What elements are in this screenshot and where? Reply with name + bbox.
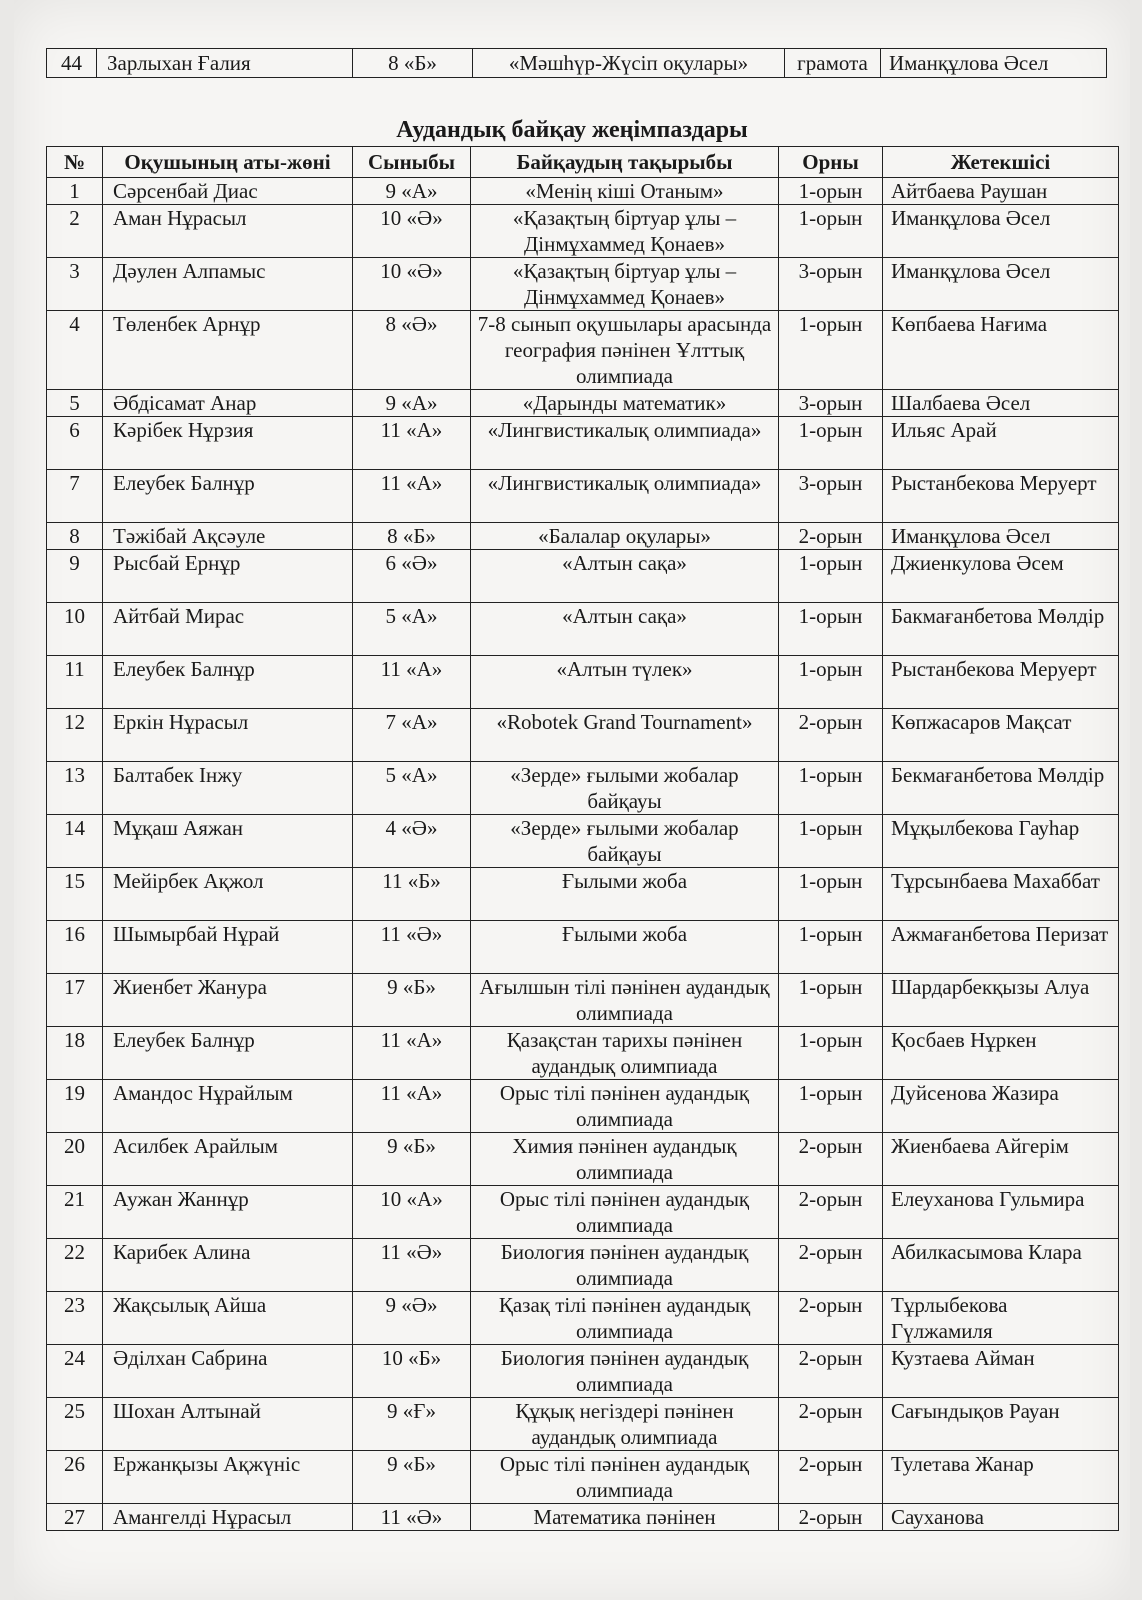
student-class: 10 «А»: [353, 1186, 471, 1239]
competition-title: «Қазақтың біртуар ұлы – Дінмұхаммед Қонаев»: [471, 205, 779, 258]
table-row: [47, 1398, 1119, 1451]
place: 3-орын: [779, 258, 883, 311]
competition-title: Биология пәнінен аудандық олимпиада: [471, 1345, 779, 1398]
place: 2-орын: [779, 1504, 883, 1531]
supervisor: Шардарбекқызы Алуа: [883, 974, 1119, 1027]
row-number: 44: [47, 49, 97, 78]
student-class: 11 «А»: [353, 417, 471, 470]
award: грамота: [785, 49, 881, 78]
supervisor: Шалбаева Әсел: [883, 390, 1119, 417]
student-class: 10 «Б»: [353, 1345, 471, 1398]
row-number: 1: [47, 178, 103, 205]
supervisor: Мұқылбекова Гауһар: [883, 815, 1119, 868]
supervisor: Көпжасаров Мақсат: [883, 709, 1119, 762]
row-number: 8: [47, 523, 103, 550]
student-name: Елеубек Балнұр: [103, 1027, 353, 1080]
place: 2-орын: [779, 1451, 883, 1504]
place: 3-орын: [779, 470, 883, 523]
competition-title: «Зерде» ғылыми жобалар байқауы: [471, 762, 779, 815]
table-row: [47, 1292, 1119, 1345]
row-number: 7: [47, 470, 103, 523]
row-number: 13: [47, 762, 103, 815]
row-number: 27: [47, 1504, 103, 1531]
table-row: [47, 258, 1119, 311]
competition-title: «Балалар оқулары»: [471, 523, 779, 550]
table-row: [47, 470, 1119, 523]
student-class: 4 «Ә»: [353, 815, 471, 868]
header-class: Сыныбы: [353, 147, 471, 178]
place: 1-орын: [779, 603, 883, 656]
student-class: 11 «Б»: [353, 868, 471, 921]
table-row: [47, 1027, 1119, 1080]
supervisor: Абилкасымова Клара: [883, 1239, 1119, 1292]
table-row: [47, 1186, 1119, 1239]
supervisor: Тұрлыбекова Гүлжамиля: [883, 1292, 1119, 1345]
table-row: [47, 417, 1119, 470]
supervisor: Көпбаева Нағима: [883, 311, 1119, 390]
row-number: 21: [47, 1186, 103, 1239]
competition-title: «Дарынды математик»: [471, 390, 779, 417]
supervisor: Иманқұлова Әсел: [883, 205, 1119, 258]
place: 2-орын: [779, 1239, 883, 1292]
student-name: Еркін Нұрасыл: [103, 709, 353, 762]
row-number: 23: [47, 1292, 103, 1345]
supervisor: Тұрсынбаева Махаббат: [883, 868, 1119, 921]
student-name: Мұқаш Аяжан: [103, 815, 353, 868]
student-name: Аужан Жаннұр: [103, 1186, 353, 1239]
student-class: 8 «Ә»: [353, 311, 471, 390]
header-supervisor: Жетекшісі: [883, 147, 1119, 178]
table-row: [47, 178, 1119, 205]
place: 1-орын: [779, 550, 883, 603]
header-place: Орны: [779, 147, 883, 178]
competition-title: «Алтын сақа»: [471, 603, 779, 656]
competition-title: Қазақстан тарихы пәнінен аудандық олимпиада: [471, 1027, 779, 1080]
place: 1-орын: [779, 974, 883, 1027]
competition-title: «Менің кіші Отаным»: [471, 178, 779, 205]
section-title: Аудандық байқау жеңімпаздары: [396, 117, 748, 143]
student-name: Әділхан Сабрина: [103, 1345, 353, 1398]
place: 1-орын: [779, 762, 883, 815]
competition-title: Биология пәнінен аудандық олимпиада: [471, 1239, 779, 1292]
row-number: 17: [47, 974, 103, 1027]
student-class: 7 «А»: [353, 709, 471, 762]
competition-title: Орыс тілі пәнінен аудандық олимпиада: [471, 1080, 779, 1133]
supervisor: Кузтаева Айман: [883, 1345, 1119, 1398]
supervisor: Айтбаева Раушан: [883, 178, 1119, 205]
competition-title: «Алтын сақа»: [471, 550, 779, 603]
place: 2-орын: [779, 1186, 883, 1239]
table-row: [47, 921, 1119, 974]
student-class: 5 «А»: [353, 603, 471, 656]
competition-title: «Қазақтың біртуар ұлы – Дінмұхаммед Қонаев»: [471, 258, 779, 311]
table-row: [47, 1080, 1119, 1133]
supervisor: Джиенкулова Әсем: [883, 550, 1119, 603]
table-row: [47, 603, 1119, 656]
student-class: 9 «А»: [353, 178, 471, 205]
table-row: [47, 205, 1119, 258]
student-class: 11 «Ә»: [353, 921, 471, 974]
student-name: Асилбек Арайлым: [103, 1133, 353, 1186]
row-number: 6: [47, 417, 103, 470]
student-name: Дәулен Алпамыс: [103, 258, 353, 311]
previous-table-continuation: [46, 48, 1107, 78]
student-name: Сәрсенбай Диас: [103, 178, 353, 205]
winners-table: [46, 146, 1119, 1531]
student-class: 9 «Б»: [353, 1133, 471, 1186]
row-number: 14: [47, 815, 103, 868]
competition-title: Ғылыми жоба: [471, 921, 779, 974]
table-row: [47, 656, 1119, 709]
supervisor: Тулетава Жанар: [883, 1451, 1119, 1504]
header-number: №: [47, 147, 103, 178]
place: 1-орын: [779, 656, 883, 709]
place: 1-орын: [779, 205, 883, 258]
student-name: Амандос Нұрайлым: [103, 1080, 353, 1133]
row-number: 24: [47, 1345, 103, 1398]
competition-title: 7-8 сынып оқушылары арасында география пәнінен Ұлттық олимпиада: [471, 311, 779, 390]
place: 1-орын: [779, 178, 883, 205]
place: 2-орын: [779, 709, 883, 762]
table-row: [47, 311, 1119, 390]
place: 3-орын: [779, 390, 883, 417]
place: 2-орын: [779, 523, 883, 550]
student-class: 11 «Ә»: [353, 1504, 471, 1531]
header-name: Оқушының аты-жөні: [103, 147, 353, 178]
table-row: [47, 974, 1119, 1027]
place: 1-орын: [779, 868, 883, 921]
place: 2-орын: [779, 1133, 883, 1186]
supervisor: Ажмағанбетова Перизат: [883, 921, 1119, 974]
student-name: Айтбай Мирас: [103, 603, 353, 656]
supervisor: Бекмағанбетова Мөлдір: [883, 762, 1119, 815]
student-class: 10 «Ә»: [353, 205, 471, 258]
student-name: Әбдісамат Анар: [103, 390, 353, 417]
competition-title: Орыс тілі пәнінен аудандық олимпиада: [471, 1186, 779, 1239]
row-number: 3: [47, 258, 103, 311]
supervisor: Ильяс Арай: [883, 417, 1119, 470]
competition-title: «Алтын түлек»: [471, 656, 779, 709]
place: 2-орын: [779, 1398, 883, 1451]
table-row: [47, 1345, 1119, 1398]
student-name: Тәжібай Ақсәуле: [103, 523, 353, 550]
competition-title: Орыс тілі пәнінен аудандық олимпиада: [471, 1451, 779, 1504]
row-number: 12: [47, 709, 103, 762]
row-number: 18: [47, 1027, 103, 1080]
student-class: 11 «А»: [353, 470, 471, 523]
row-number: 11: [47, 656, 103, 709]
table-row: [47, 1239, 1119, 1292]
row-number: 26: [47, 1451, 103, 1504]
competition-title: Математика пәнінен: [471, 1504, 779, 1531]
supervisor: Дуйсенова Жазира: [883, 1080, 1119, 1133]
student-name: Төленбек Арнұр: [103, 311, 353, 390]
student-name: Балтабек Інжу: [103, 762, 353, 815]
row-number: 19: [47, 1080, 103, 1133]
table-header-row: [47, 147, 1119, 178]
competition-title: Қазақ тілі пәнінен аудандық олимпиада: [471, 1292, 779, 1345]
student-class: 9 «А»: [353, 390, 471, 417]
table-row: [47, 49, 1107, 78]
competition-title: «Robotek Grand Tournament»: [471, 709, 779, 762]
place: 1-орын: [779, 311, 883, 390]
competition-title: Химия пәнінен аудандық олимпиада: [471, 1133, 779, 1186]
supervisor: Иманқұлова Әсел: [883, 258, 1119, 311]
student-class: 9 «Ғ»: [353, 1398, 471, 1451]
document-page: [14, 0, 1130, 1600]
student-name: Елеубек Балнұр: [103, 470, 353, 523]
student-class: 11 «А»: [353, 1080, 471, 1133]
place: 1-орын: [779, 1027, 883, 1080]
student-name: Елеубек Балнұр: [103, 656, 353, 709]
competition-title: Ағылшын тілі пәнінен аудандық олимпиада: [471, 974, 779, 1027]
row-number: 10: [47, 603, 103, 656]
student-name: Аман Нұрасыл: [103, 205, 353, 258]
student-class: 8 «Б»: [353, 523, 471, 550]
supervisor: Елеуханова Гульмира: [883, 1186, 1119, 1239]
supervisor: Сауханова: [883, 1504, 1119, 1531]
competition-title: «Лингвистикалық олимпиада»: [471, 417, 779, 470]
student-class: 9 «Б»: [353, 974, 471, 1027]
place: 1-орын: [779, 417, 883, 470]
table-row: [47, 868, 1119, 921]
supervisor: Қосбаев Нұркен: [883, 1027, 1119, 1080]
competition-title: Құқық негіздері пәнінен аудандық олимпиада: [471, 1398, 779, 1451]
student-class: 11 «А»: [353, 1027, 471, 1080]
table-row: [47, 390, 1119, 417]
student-name: Шохан Алтынай: [103, 1398, 353, 1451]
supervisor: Бакмағанбетова Мөлдір: [883, 603, 1119, 656]
row-number: 20: [47, 1133, 103, 1186]
student-class: 9 «Ә»: [353, 1292, 471, 1345]
row-number: 16: [47, 921, 103, 974]
competition-title: «Мәшһүр-Жүсіп оқулары»: [473, 49, 785, 78]
supervisor: Рыстанбекова Меруерт: [883, 656, 1119, 709]
row-number: 9: [47, 550, 103, 603]
row-number: 22: [47, 1239, 103, 1292]
student-class: 5 «А»: [353, 762, 471, 815]
student-class: 6 «Ә»: [353, 550, 471, 603]
student-name: Рысбай Ернұр: [103, 550, 353, 603]
row-number: 4: [47, 311, 103, 390]
place: 1-орын: [779, 1080, 883, 1133]
supervisor: Сағындықов Рауан: [883, 1398, 1119, 1451]
student-name: Жақсылық Айша: [103, 1292, 353, 1345]
student-class: 11 «А»: [353, 656, 471, 709]
table-row: [47, 1133, 1119, 1186]
place: 2-орын: [779, 1292, 883, 1345]
supervisor: Иманқұлова Әсел: [883, 523, 1119, 550]
row-number: 25: [47, 1398, 103, 1451]
student-class: 9 «Б»: [353, 1451, 471, 1504]
student-name: Кәрібек Нұрзия: [103, 417, 353, 470]
table-row: [47, 762, 1119, 815]
supervisor: Иманқұлова Әсел: [881, 49, 1107, 78]
competition-title: Ғылыми жоба: [471, 868, 779, 921]
row-number: 5: [47, 390, 103, 417]
student-class: 8 «Б»: [353, 49, 473, 78]
competition-title: «Лингвистикалық олимпиада»: [471, 470, 779, 523]
table-row: [47, 550, 1119, 603]
place: 2-орын: [779, 1345, 883, 1398]
student-name: Мейірбек Ақжол: [103, 868, 353, 921]
competition-title: «Зерде» ғылыми жобалар байқауы: [471, 815, 779, 868]
student-class: 10 «Ә»: [353, 258, 471, 311]
table-row: [47, 709, 1119, 762]
place: 1-орын: [779, 921, 883, 974]
student-name: Карибек Алина: [103, 1239, 353, 1292]
header-competition: Байқаудың тақырыбы: [471, 147, 779, 178]
student-name: Ержанқызы Ақжүніс: [103, 1451, 353, 1504]
table-row: [47, 1451, 1119, 1504]
student-name: Амангелді Нұрасыл: [103, 1504, 353, 1531]
table-row: [47, 523, 1119, 550]
row-number: 15: [47, 868, 103, 921]
student-class: 11 «Ә»: [353, 1239, 471, 1292]
row-number: 2: [47, 205, 103, 258]
table-row: [47, 1504, 1119, 1531]
table-row: [47, 815, 1119, 868]
supervisor: Рыстанбекова Меруерт: [883, 470, 1119, 523]
student-name: Жиенбет Жанура: [103, 974, 353, 1027]
place: 1-орын: [779, 815, 883, 868]
student-name: Зарлыхан Ғалия: [97, 49, 353, 78]
supervisor: Жиенбаева Айгерім: [883, 1133, 1119, 1186]
student-name: Шымырбай Нұрай: [103, 921, 353, 974]
